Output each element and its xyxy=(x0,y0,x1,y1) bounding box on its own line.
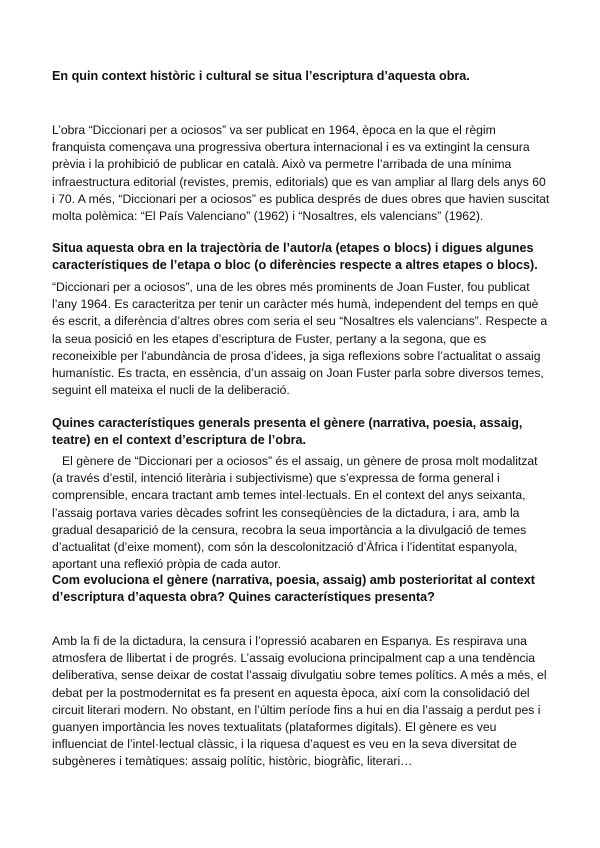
section-1-heading: En quin context històric i cultural se situa l’escriptura d’aquesta obra. xyxy=(52,69,470,83)
section-4-body: Amb la fi de la dictadura, la censura i l’opressió acabaren en Espanya. Es respirava una atmosfera de llibertat i de progrés. L’assaig evoluciona principalment cap a una tendència deliberativa, sense deixar de costat l’assaig divulgatiu sobre temes polítics. A més a més, el debat per la postmodernitat es fa present en aquesta època, així com la consolidació del circuit literari modern. No obstant, en l’últim període fins a hui en dia l’assaig a perdut pes i guanyen importància les noves textualitats (plataformes digitals). El gènere es veu influenciat de l’intel·lectual clàssic, i la riquesa d’aquest es veu en la seva diversitat de subgèneres i temàtiques: assaig polític, històric, biogràfic, literari… xyxy=(52,634,547,769)
section-2-heading: Situa aquesta obra en la trajectòria de l’autor/a (etapes o blocs) i digues algunes característiques de l’etapa o bloc (o diferències respecte a altres etapes o blocs). xyxy=(52,241,538,272)
section-1-body: L’obra “Diccionari per a ociosos” va ser publicat en 1964, època en la que el règim franquista començava una progressiva obertura internacional i es va extingint la censura prèvia i la prohibició de publicar en català. Això va permetre l’arribada de una mínima infraestructura editorial (revistes, premis, editorials) que es van ampliar al llarg dels anys 60 i 70. A més, “Diccionari per a ociosos” es publica després de dues obres que havien suscitat molta polèmica: “El País Valenciano” (1962) i “Nosaltres, els valencians” (1962). xyxy=(52,123,550,224)
section-3-body: El gènere de “Diccionari per a ociosos” és el assaig, un gènere de prosa molt modalitzat (a través d’estil, intenció literària i subjectivisme) que s’expressa de forma general i comprensible, encara tractant amb temes intel·lectuals. En el context del anys seixanta, l’assaig portava varies dècades sofrint les conseqüències de la dictadura, i ara, amb la gradual desaparició de la censura, recobra la seua importància a la divulgació de temes d’actualitat (d’eixe moment), com són la descolonització d’Àfrica i l’identitat espanyola, aportant una reflexió pròpia de cada autor. xyxy=(52,454,538,572)
section-3-heading: Quines característiques generals presenta el gènere (narrativa, poesia, assaig, teatre) en el context d’escriptura de l’obra. xyxy=(52,416,523,447)
section-4-heading: Com evoluciona el gènere (narrativa, poesia, assaig) amb posterioritat al context d’escriptura d’aquesta obra? Quines característiques presenta? xyxy=(52,573,535,604)
section-2-body: “Diccionari per a ociosos”, una de les obres més prominents de Joan Fuster, fou publicat l’any 1964. Es caracteritza per tenir un caràcter més humà, independent del temps en què és escrit, a diferència d’altres obres com seria el seu “Nosaltres els valencians”. Respecte a la seua posició en les etapes d’escriptura de Fuster, pertany a la segona, que es reconeixible per l’abundància de prosa d’idees, ja siga reflexions sobre l’actualitat o assaig humanístic. Es tracta, en essència, d’un assaig on Joan Fuster parla sobre diversos temes, seguint ell mateixa el nucli de la deliberació. xyxy=(52,280,548,398)
